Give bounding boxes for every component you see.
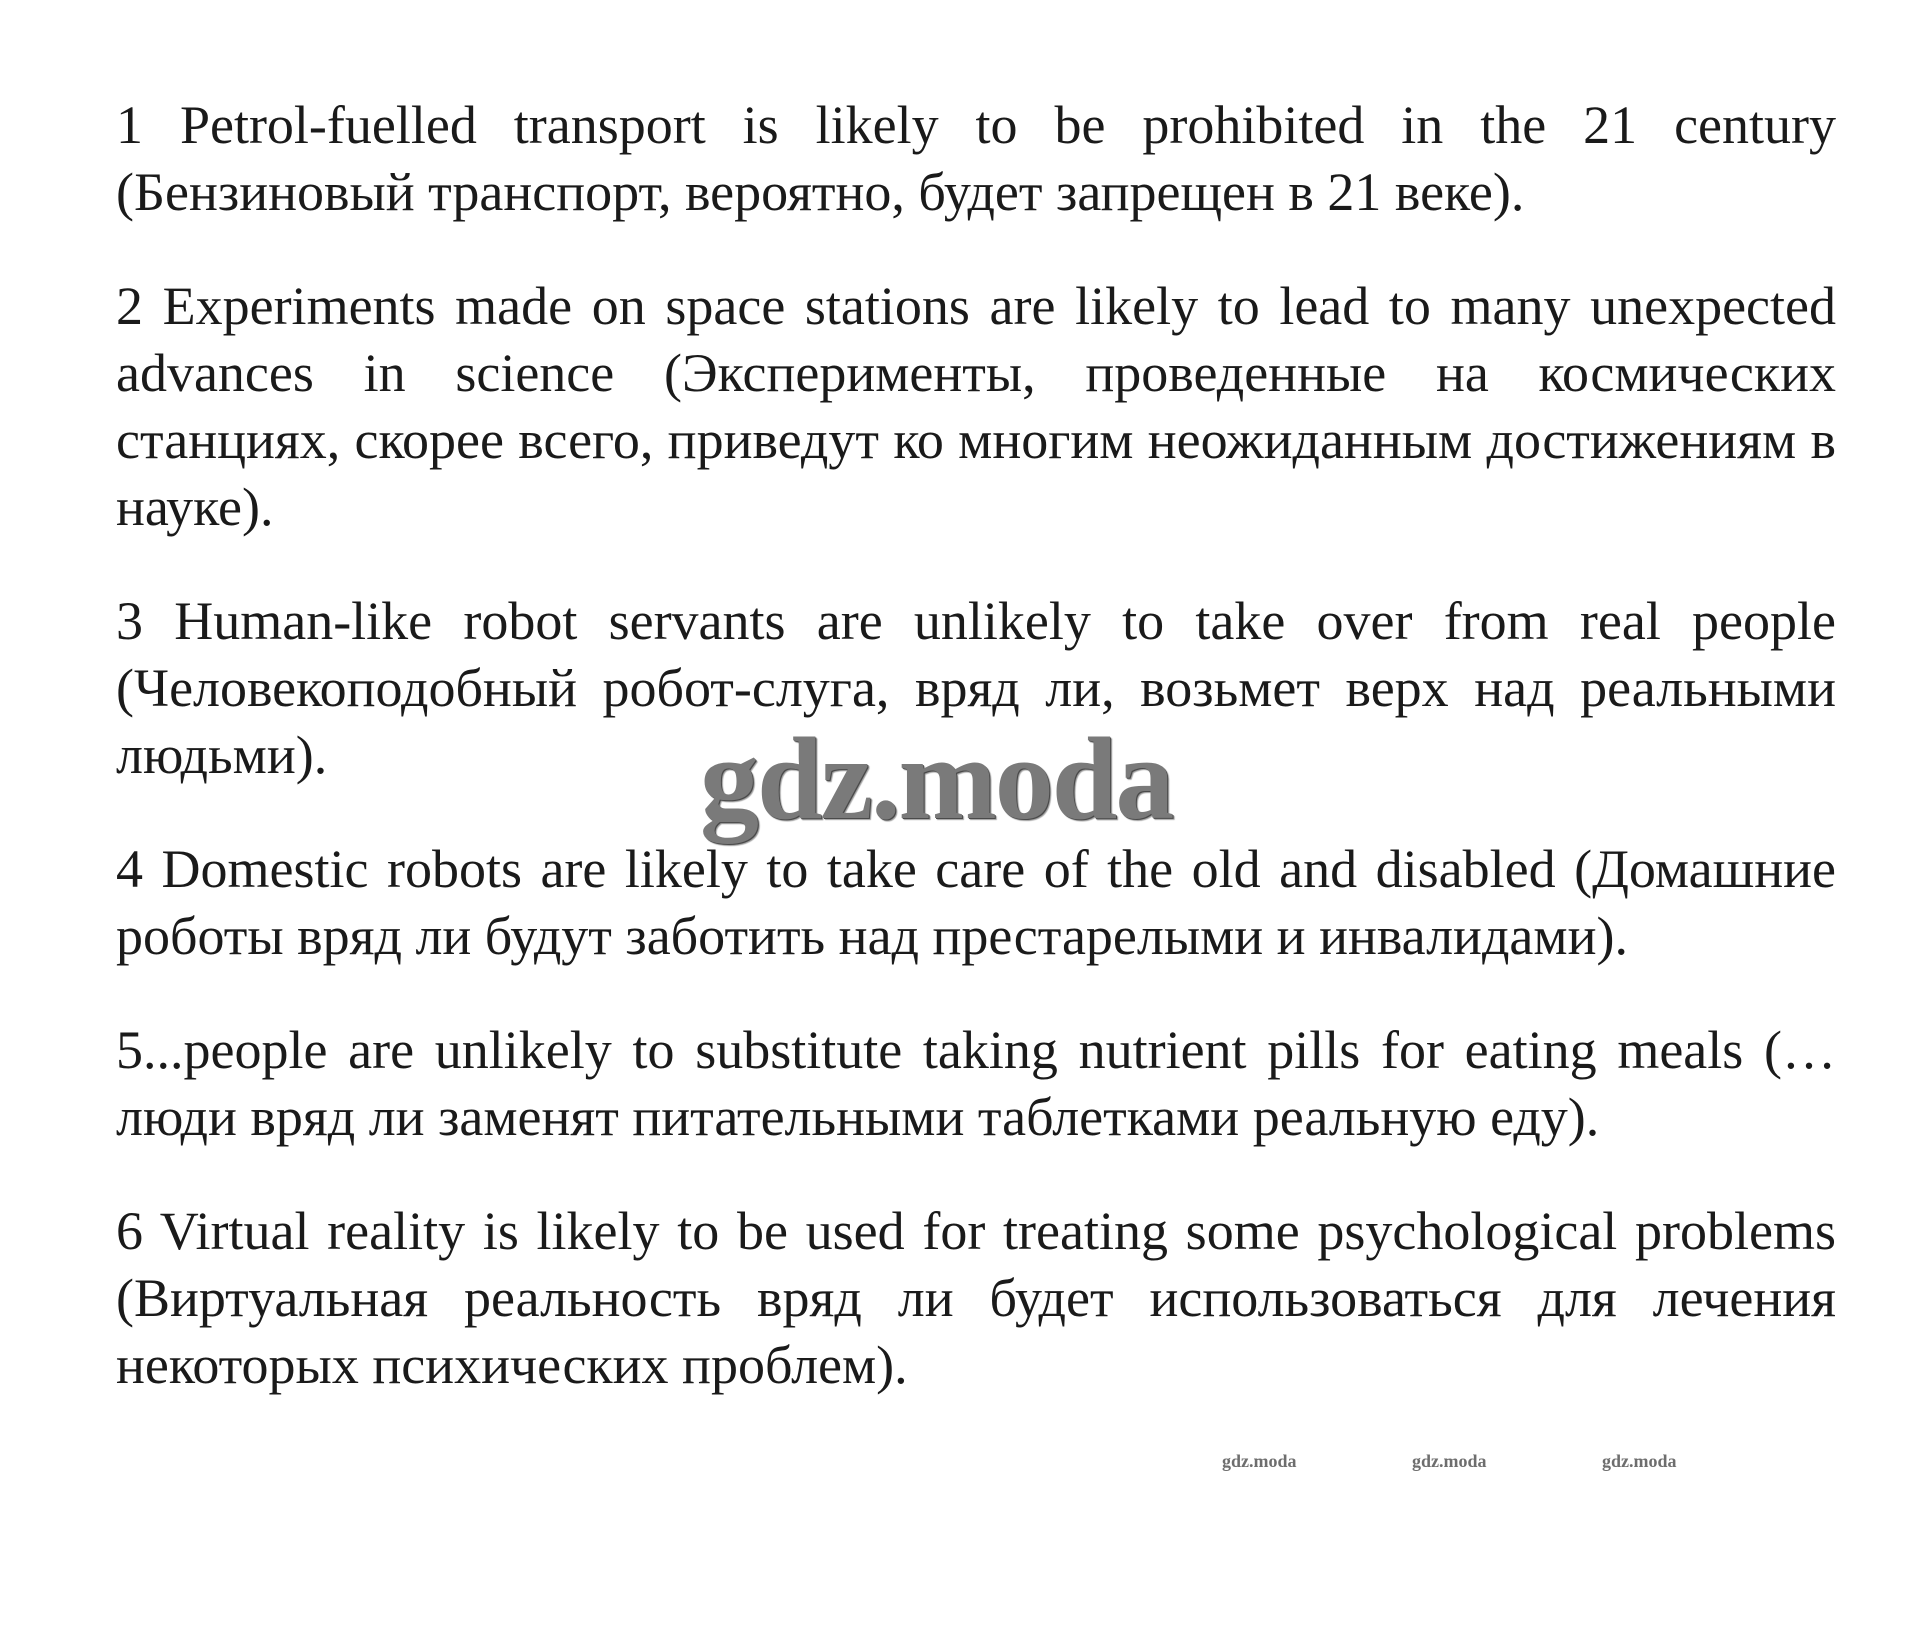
paragraph-1: 1 Petrol-fuelled transport is likely to be prohibited in the 21 century (Бензиновый транспорт, вероятно, будет запрещен в 21 веке). <box>116 95 1836 222</box>
watermark-small-1: gdz.moda <box>1222 1451 1297 1471</box>
document-body <box>116 92 1836 1399</box>
watermark-large: gdz.moda <box>700 713 1173 844</box>
watermark-small-2: gdz.moda <box>1412 1451 1487 1471</box>
paragraph-3: 3 Human-like robot servants are unlikely to take over from real people (Человекоподобный робот-слуга, вряд ли, возьмет верх над реальными людьми). <box>116 591 1836 785</box>
paragraph-6: 6 Virtual reality is likely to be used for treating some psychological problems (Виртуальная реальность вряд ли будет использоваться для лечения некоторых психических проблем). <box>116 1201 1836 1395</box>
paragraph-5: 5...people are unlikely to substitute taking nutrient pills for eating meals (…люди вряд ли заменят питательными таблетками реальную еду). <box>116 1020 1836 1147</box>
paragraph-4: 4 Domestic robots are likely to take care of the old and disabled (Домашние роботы вряд ли будут заботить над престарелыми и инвалидами). <box>116 839 1836 966</box>
paragraph-2: 2 Experiments made on space stations are likely to lead to many unexpected advances in science (Эксперименты, проведенные на космических станциях, скорее всего, приведут ко многим неожиданным достижениям в науке). <box>116 276 1836 537</box>
watermark-small-3: gdz.moda <box>1602 1451 1677 1471</box>
